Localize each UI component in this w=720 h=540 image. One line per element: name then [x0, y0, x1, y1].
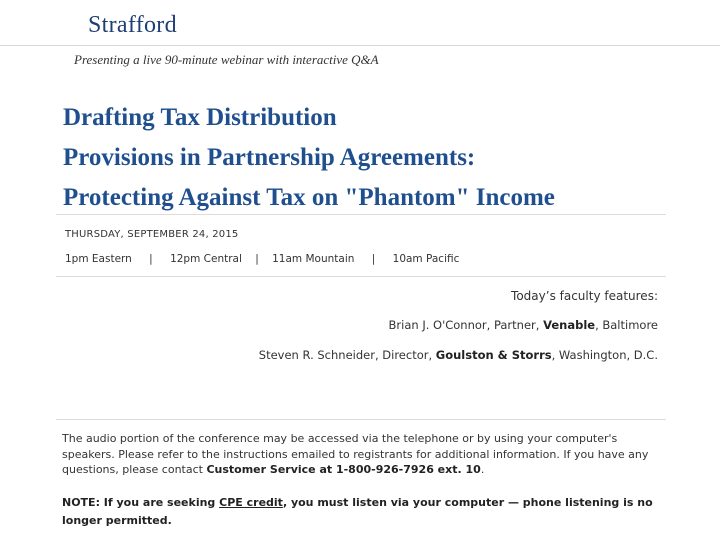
audio-notice [62, 431, 662, 478]
cpe-note-prefix: NOTE: If you are seeking [62, 496, 220, 509]
faculty-heading: Today’s faculty features: [511, 289, 658, 303]
speaker-1-name: Brian J. O'Connor, Partner, [388, 318, 544, 332]
time-separator: | [255, 253, 259, 265]
customer-service-contact: Customer Service at 1-800-926-7926 ext. 10 [206, 463, 481, 476]
speaker-1-firm: Venable [543, 318, 596, 332]
title-line-3: Protecting Against Tax on "Phantom" Income [63, 184, 555, 211]
time-eastern: 1pm Eastern [65, 253, 132, 265]
audio-notice-end: . [480, 463, 485, 476]
time-pacific: 10am Pacific [392, 253, 460, 265]
schedule-divider [56, 276, 666, 277]
speaker-2 [259, 348, 658, 362]
cpe-credit-link[interactable]: CPE credit [219, 496, 283, 509]
time-zones [65, 253, 459, 265]
title-divider [56, 214, 666, 215]
speaker-2-firm: Goulston & Storrs [435, 348, 552, 362]
title-line-2: Provisions in Partnership Agreements: [63, 144, 476, 171]
cpe-note [62, 494, 662, 530]
speaker-1-location: , Baltimore [595, 318, 658, 332]
time-separator: | [149, 253, 153, 265]
speaker-1 [389, 318, 658, 332]
time-mountain: 11am Mountain [272, 253, 355, 265]
webinar-date: THURSDAY, SEPTEMBER 24, 2015 [65, 229, 239, 240]
title-line-1: Drafting Tax Distribution [63, 104, 337, 131]
tagline: Presenting a live 90-minute webinar with interactive Q&A [74, 52, 379, 67]
webinar-title [63, 98, 683, 218]
header-divider [0, 45, 720, 46]
time-central: 12pm Central [170, 253, 242, 265]
speaker-2-name: Steven R. Schneider, Director, [258, 348, 436, 362]
faculty-divider [56, 419, 666, 420]
strafford-logo: Strafford [88, 12, 177, 38]
speaker-2-location: , Washington, D.C. [551, 348, 658, 362]
audio-notice-text: The audio portion of the conference may be accessed via the telephone or by using your computer's speakers. Please refer to the instructions emailed to registrants for additional information. If you have any questions, please contact [62, 432, 649, 476]
time-separator: | [371, 253, 376, 265]
cpe-note-suffix: , you must listen via your computer — phone listening is no longer permitted. [62, 496, 653, 527]
